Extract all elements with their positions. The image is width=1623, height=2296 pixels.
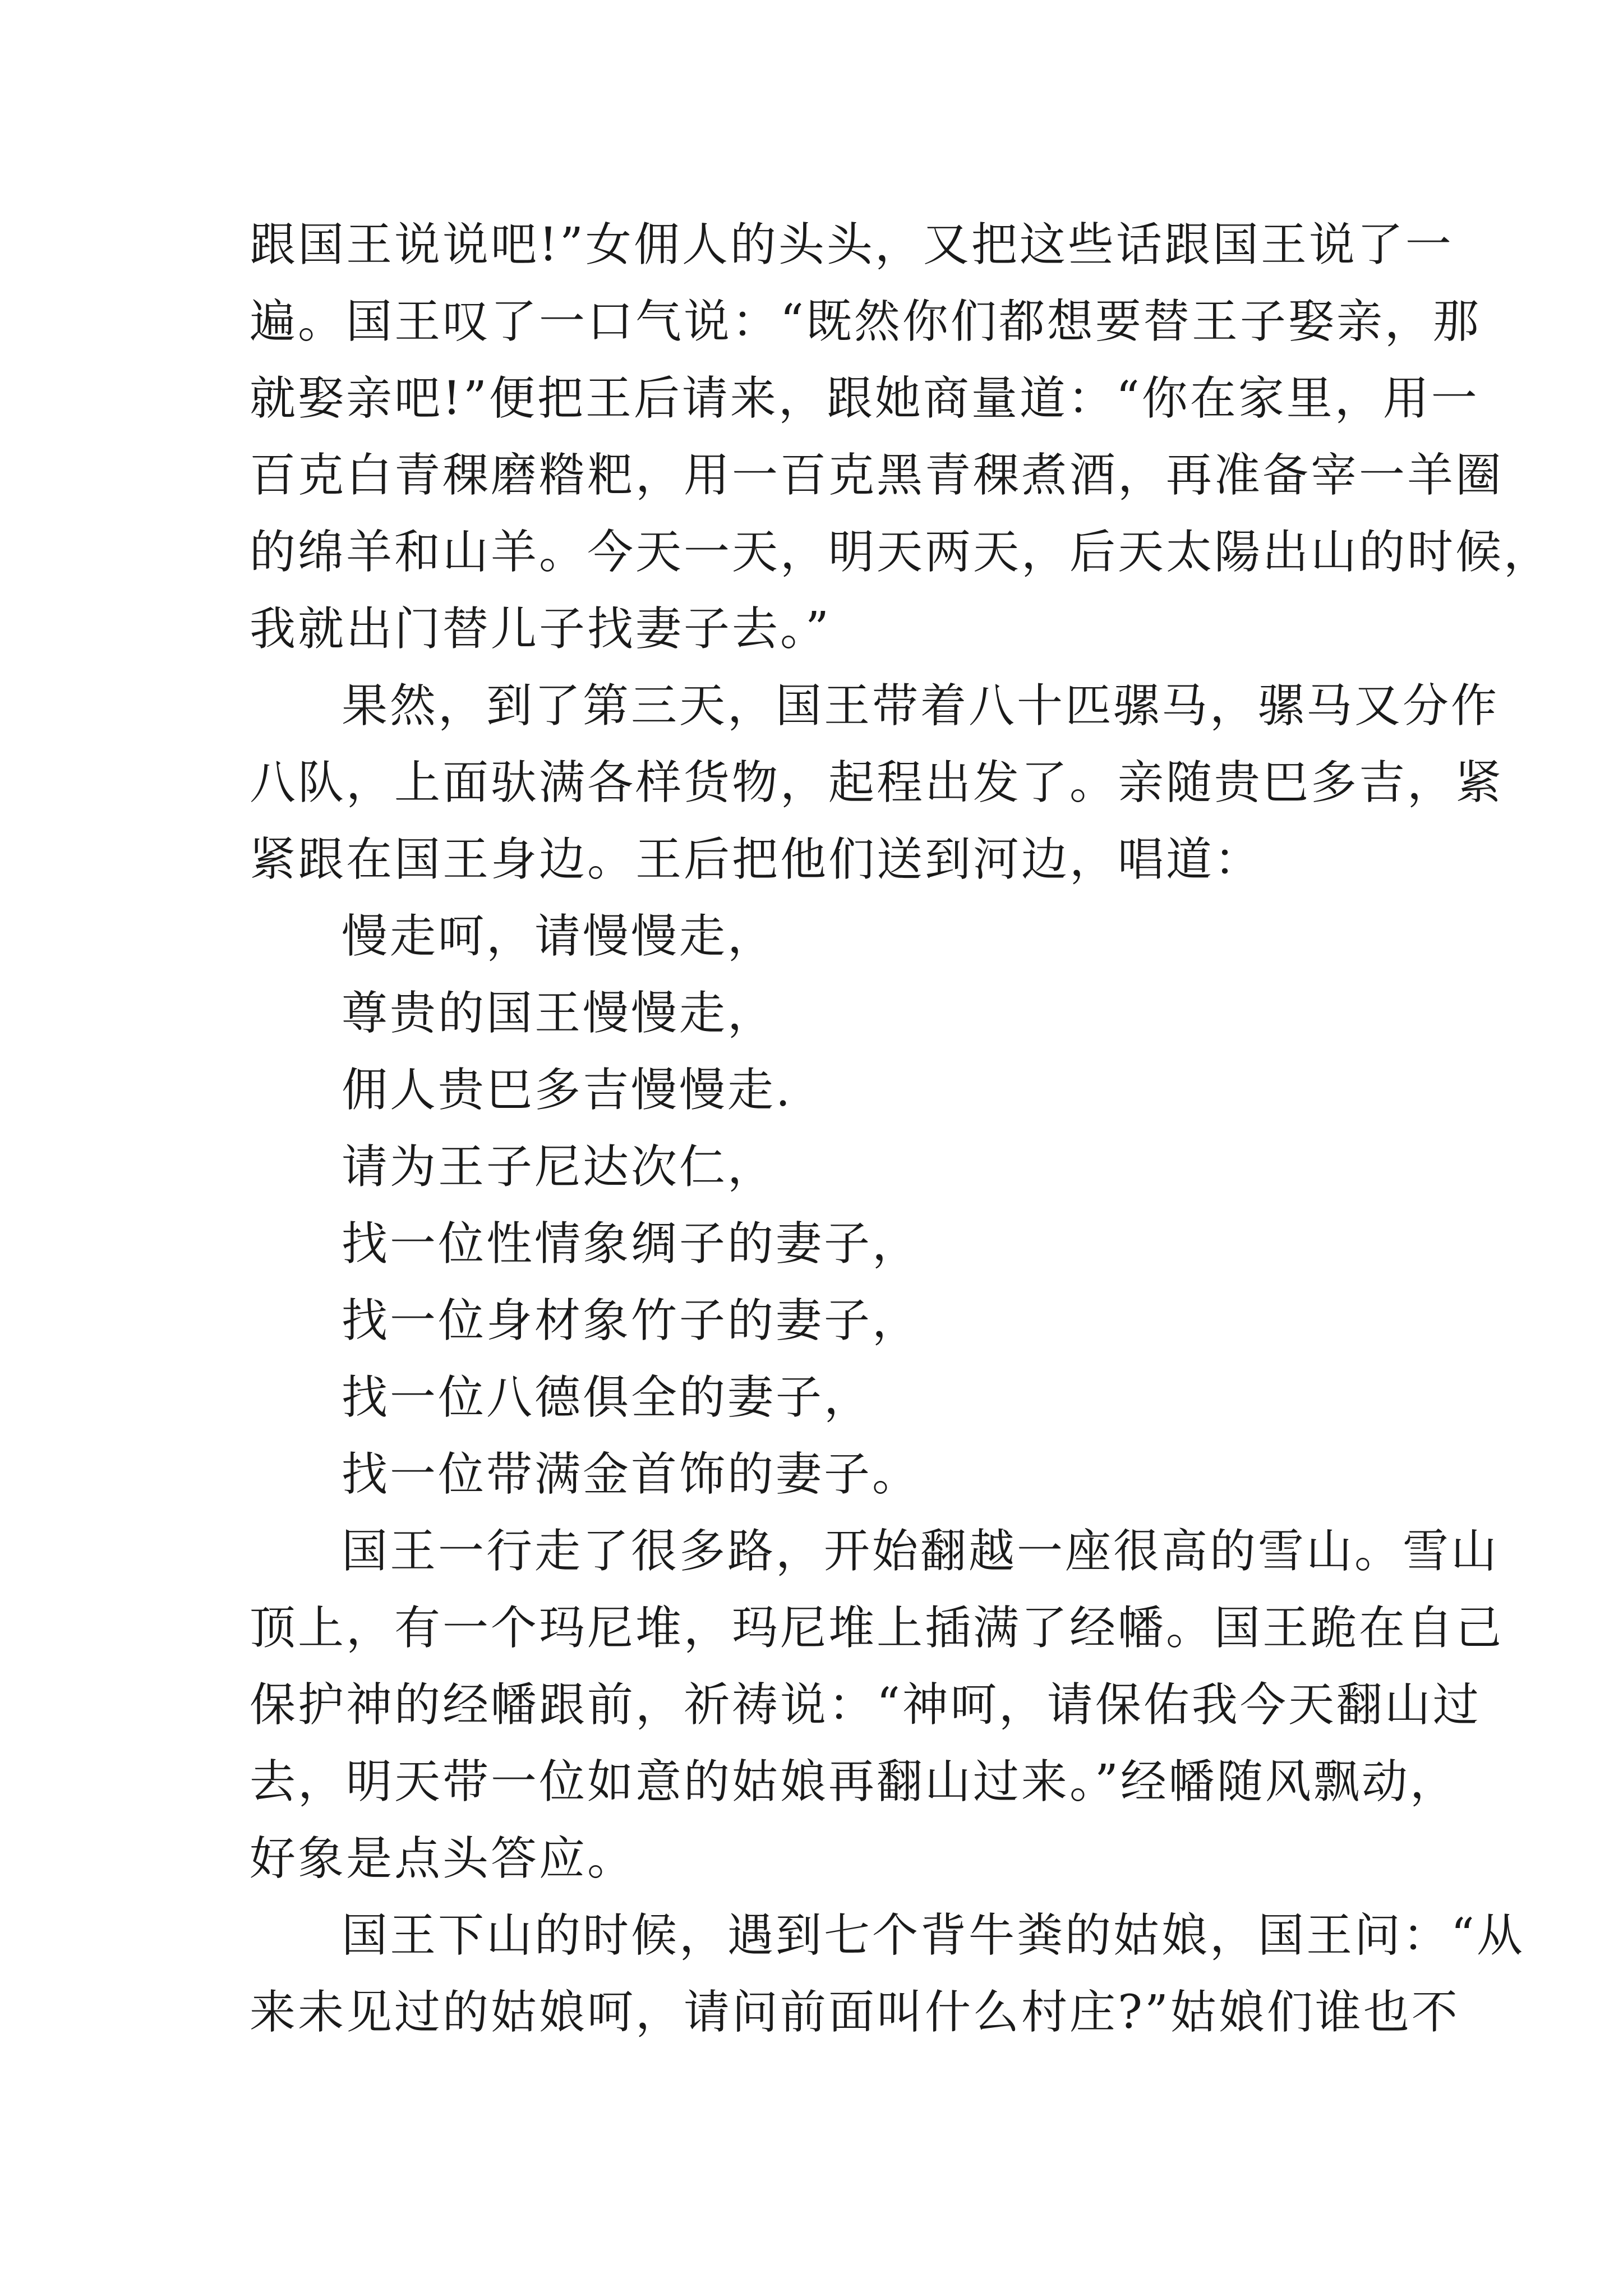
song-line: 找一位带满金首饰的妻子。 (342, 1448, 921, 1501)
song-line: 请为王子尼达次仁， (342, 1140, 776, 1194)
text-line: 的绵羊和山羊。今天一天，明天两天，后天太陽出山的时候， (250, 526, 1552, 579)
paragraph-start-line: 国王下山的时候，遇到七个背牛粪的姑娘，国王问：“从 (342, 1909, 1525, 1962)
paragraph-start-line: 果然，到了第三天，国王带着八十匹骡马，骡马又分作 (342, 679, 1500, 733)
text-line: 我就出门替儿子找妻子去。” (250, 602, 831, 656)
song-line: 找一位八德俱全的妻子， (342, 1371, 873, 1424)
song-line: 找一位身材象竹子的妻子， (342, 1294, 921, 1347)
song-line: 尊贵的国王慢慢走， (342, 987, 776, 1040)
body-text (250, 206, 1552, 2051)
text-line: 好象是点头答应。 (250, 1832, 636, 1885)
text-line: 跟国王说说吧!”女佣人的头头，又把这些话跟国王说了一 (250, 218, 1454, 272)
song-line: 找一位性情象绸子的妻子， (342, 1217, 921, 1271)
song-line: 慢走呵，请慢慢走， (342, 910, 776, 963)
text-line: 顶上，有一个玛尼堆，玛尼堆上插满了经幡。国王跪在自己 (250, 1602, 1504, 1655)
song-line: 佣人贵巴多吉慢慢走. (342, 1064, 793, 1117)
text-line: 遍。国王叹了一口气说：“既然你们都想要替王子娶亲，那 (250, 295, 1481, 348)
paragraph-start-line: 国王一行走了很多路，开始翻越一座很高的雪山。雪山 (342, 1525, 1500, 1578)
text-line: 保护神的经幡跟前，祈祷说：“神呵，请保佑我今天翻山过 (250, 1678, 1481, 1732)
text-line: 紧跟在国王身边。王后把他们送到河边，唱道： (250, 833, 1263, 886)
text-line: 就娶亲吧!”便把王后请来，跟她商量道：“你在家里，用一 (250, 372, 1479, 425)
text-line: 去，明天带一位如意的姑娘再翻山过来。”经幡随风飘动， (250, 1755, 1458, 1809)
text-line: 八队，上面驮满各样货物，起程出发了。亲随贵巴多吉，紧 (250, 756, 1504, 809)
text-line: 来未见过的姑娘呵，请问前面叫什么村庄?”姑娘们谁也不 (250, 1986, 1460, 2039)
text-line: 百克白青稞磨糌粑，用一百克黑青稞煮酒，再准备宰一羊圈 (250, 449, 1504, 502)
